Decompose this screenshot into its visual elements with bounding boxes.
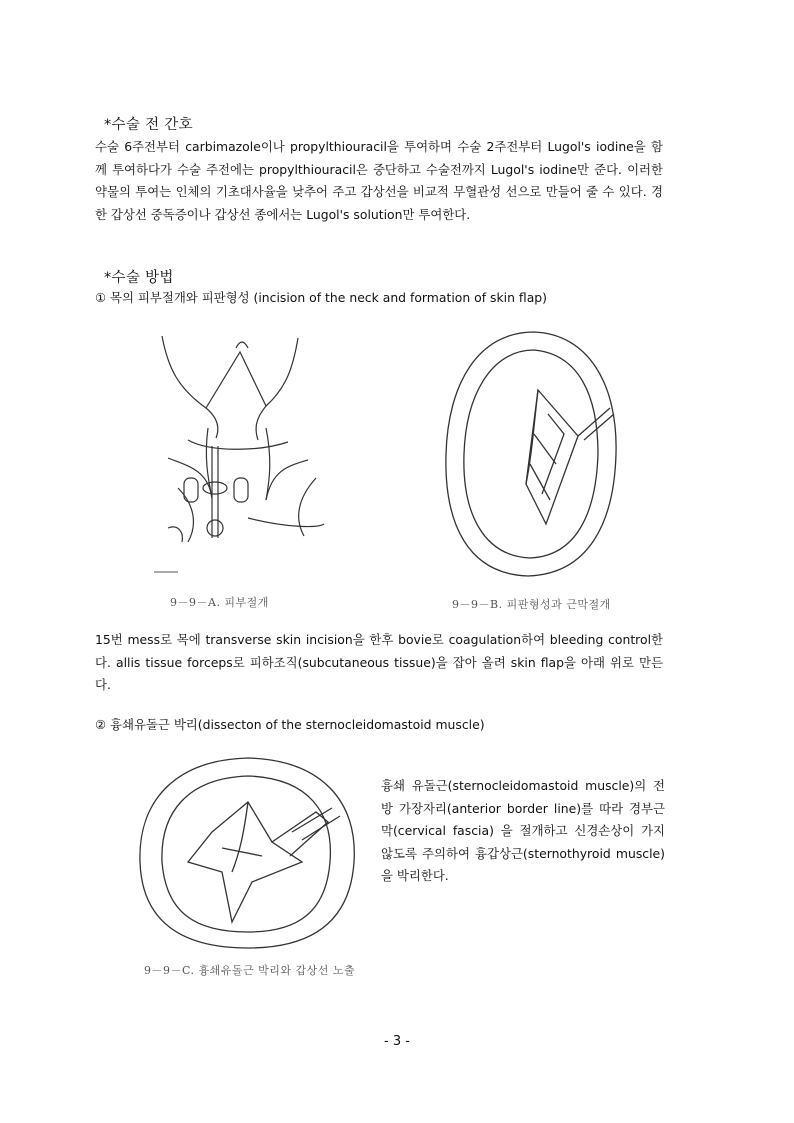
- step-2-paragraph: 흉쇄 유돌근(sternocleidomastoid muscle)의 전방 가장자리(anterior border line)를 따라 경부근막(cervical fascia) 을 절개하고 신경손상이 가지 않도록 주의하여 흉갑상근(sternothyroid muscle)을 박리한다.: [381, 778, 665, 883]
- step-1-title: ① 목의 피부절개와 피판형성 (incision of the neck and formation of skin flap): [95, 290, 547, 305]
- figure-b-caption: 9－9－B. 피판형성과 근막절개: [452, 598, 611, 611]
- figure-a-illustration: [148, 328, 328, 580]
- figure-c-caption: 9－9－C. 흉쇄유돌근 박리와 갑상선 노출: [144, 964, 356, 977]
- step-2-title: ② 흉쇄유돌근 박리(dissecton of the sternocleidomastoid muscle): [95, 717, 485, 732]
- pre-op-paragraph: 수술 6주전부터 carbimazole이나 propylthiouracil을 투여하며 수술 2주전부터 Lugol's iodine을 함께 투여하다가 수술 주전에는 propylthiouracil은 중단하고 수술전까지 Lugol's iodine만 준다. 이러한 약물의 투여는 인체의 기초대사율을 낮추어 주고 갑상선을 비교적 무혈관성 선으로 만들어 줄 수 있다. 경한 갑상선 중독증이나 갑상선 종에서는 Lugol's solution만 투여한다.: [95, 139, 663, 222]
- figure-b-illustration: [438, 324, 624, 586]
- pre-op-heading: *수술 전 간호: [104, 117, 193, 133]
- figure-a-caption: 9－9－A. 피부절개: [170, 596, 269, 609]
- page-number: - 3 -: [384, 1034, 410, 1049]
- figure-c-illustration: [132, 752, 364, 952]
- step-1-paragraph: 15번 mess로 목에 transverse skin incision을 한후 bovie로 coagulation하여 bleeding control한다. allis tissue forceps로 피하조직(subcutaneous tissue)을 잡아 올려 skin flap을 아래 위로 만든다.: [95, 632, 663, 692]
- method-heading: *수술 방법: [104, 270, 174, 286]
